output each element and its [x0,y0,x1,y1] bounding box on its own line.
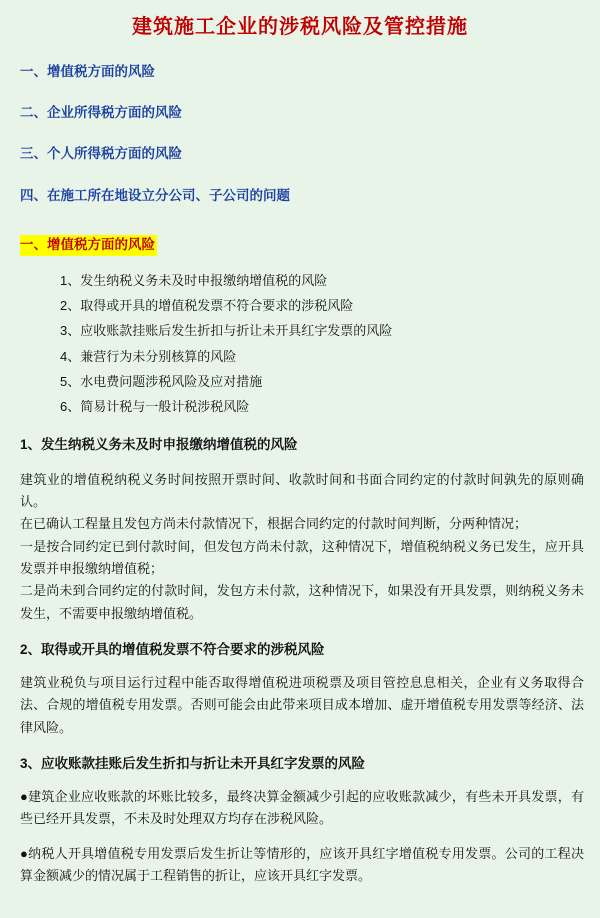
subsection-1-paragraph-1: 建筑业的增值税纳税义务时间按照开票时间、收款时间和书面合同约定的付款时间孰先的原则确认。 [20,471,584,509]
list-item: 1、发生纳税义务未及时申报缴纳增值税的风险 [60,272,328,288]
toc-item-2[interactable]: 二、企业所得税方面的风险 [20,105,182,121]
subsection-1-paragraph-2: 在已确认工程量且发包方尚未付款情况下，根据合同约定的付款时间判断，分两种情况； [20,516,528,532]
list-item: 3、应收账款挂账后发生折扣与折让未开具红字发票的风险 [60,323,393,339]
section-heading-wrap [14,225,586,264]
subsection-1-paragraph-3: 一是按合同约定已到付款时间，但发包方尚未付款，这种情况下，增值税纳税义务已发生，应开具发票并申报缴纳增值税； [20,538,584,577]
list-item: 2、取得或开具的增值税发票不符合要求的涉税风险 [60,297,354,313]
list-item: 4、兼营行为未分别核算的风险 [60,348,237,364]
section-item-list [20,268,586,420]
subsection-3-heading: 3、应收账款挂账后发生折扣与折让未开具红字发票的风险 [20,756,366,772]
list-item: 6、简易计税与一般计税涉税风险 [60,399,250,415]
subsection-1-paragraph-4: 二是尚未到合同约定的付款时间，发包方未付款，这种情况下，如果没有开具发票，则纳税义务未发生，不需要申报缴纳增值税。 [20,583,584,621]
page-title: 建筑施工企业的涉税风险及管控措施 [132,16,468,38]
toc-item-1[interactable]: 一、增值税方面的风险 [20,64,155,79]
subsection-2-heading: 2、取得或开具的增值税发票不符合要求的涉税风险 [20,642,325,658]
list-item: 5、水电费问题涉税风险及应对措施 [60,374,263,389]
toc-item-3[interactable]: 三、个人所得税方面的风险 [20,146,182,162]
toc-item-4[interactable]: 四、在施工所在地设立分公司、子公司的问题 [20,187,290,203]
table-of-contents [14,48,586,213]
section-heading: 一、增值税方面的风险 [20,235,157,256]
subsection-1-heading: 1、发生纳税义务未及时申报缴纳增值税的风险 [20,436,298,452]
subsection-3-bullet-2: ●纳税人开具增值税专用发票后发生折让等情形的，应该开具红字增值税专用发票。公司的工程决算金额减少的情况属于工程销售的折让，应该开具红字发票。 [20,845,584,884]
subsection-3-bullet-1: ●建筑企业应收账款的坏账比较多，最终决算金额减少引起的应收账款减少，有些未开具发票，有些已经开具发票，不未及时处理双方均存在涉税风险。 [20,788,584,827]
subsection-2-paragraph-1: 建筑业税负与项目运行过程中能否取得增值税进项税票及项目管控息息相关，企业有义务取得合法、合规的增值税专用发票。否则可能会由此带来项目成本增加、虚开增值税专用发票等经济、法律风险。 [20,674,584,735]
